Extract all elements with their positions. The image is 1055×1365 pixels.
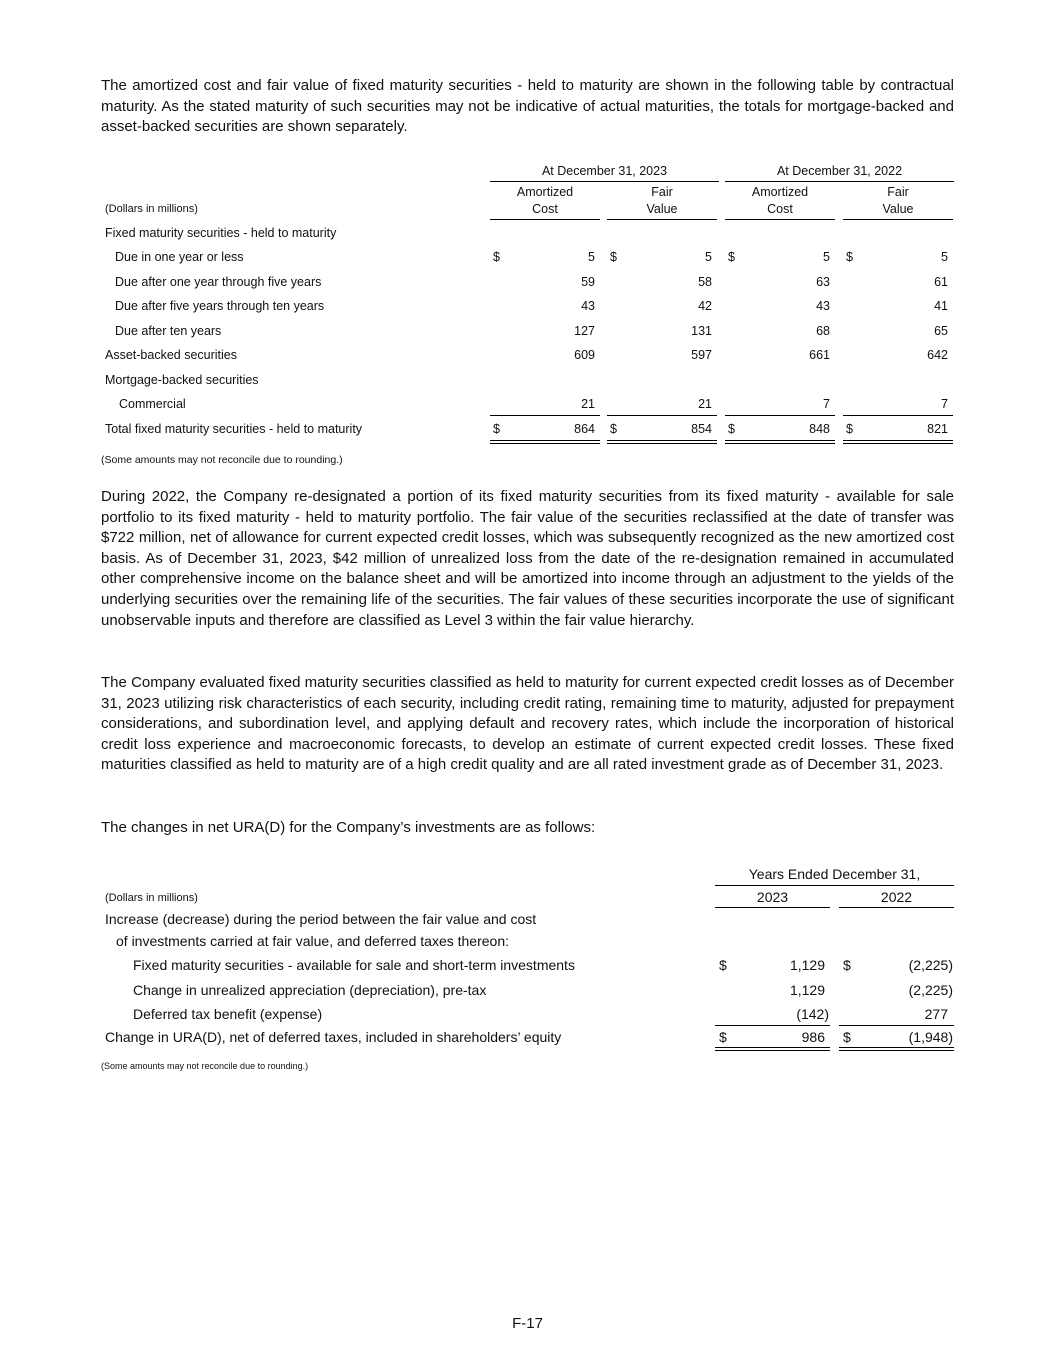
- row-label: Due in one year or less: [115, 250, 244, 264]
- cell-value: 5: [823, 250, 830, 264]
- cell-value: 1,129: [789, 982, 825, 998]
- subtotal-rule-4: [843, 415, 953, 416]
- row-label: Commercial: [119, 397, 186, 411]
- subtotal-rule-2022: [839, 1025, 954, 1026]
- total-label: Change in URA(D), net of deferred taxes, included in shareholders’ equity: [105, 1029, 562, 1045]
- period-header: Years Ended December 31,: [748, 866, 921, 882]
- cell-value: (142): [796, 1006, 829, 1022]
- cell-value: 277: [924, 1006, 948, 1022]
- total-rule-2022a: [839, 1047, 954, 1048]
- col-header-fair-2022: Fair: [887, 185, 909, 199]
- total-value: 821: [927, 422, 948, 436]
- total-value: (1,948): [908, 1029, 953, 1045]
- cell-value: 5: [705, 250, 712, 264]
- period-rule: [715, 885, 954, 886]
- intro-line-1: Increase (decrease) during the period between the fair value and cost: [105, 911, 537, 927]
- row-label: Deferred tax benefit (expense): [133, 1006, 323, 1022]
- cell-value: 131: [691, 324, 712, 338]
- total-rule-2a: [607, 440, 717, 441]
- cell-value: 7: [823, 397, 830, 411]
- total-value: 848: [809, 422, 830, 436]
- dollar-sign: $: [728, 250, 735, 264]
- total-rule-1b: [490, 443, 600, 444]
- cell-value: 43: [581, 299, 595, 313]
- row-label: Asset-backed securities: [105, 348, 238, 362]
- dollar-sign: $: [719, 957, 727, 973]
- dollar-sign: $: [610, 250, 617, 264]
- col-header-cost-2022: Cost: [767, 202, 793, 216]
- table2-footnote: (Some amounts may not reconcile due to rounding.): [101, 1061, 309, 1071]
- dollar-sign: $: [846, 422, 853, 436]
- cell-value: 61: [934, 275, 948, 289]
- period-rule-2023: [490, 181, 719, 182]
- row-label: Due after ten years: [115, 324, 222, 338]
- row-label: Due after one year through five years: [115, 275, 322, 289]
- header-rule-1: [490, 219, 600, 220]
- cell-value: 42: [698, 299, 712, 313]
- dollar-sign: $: [610, 422, 617, 436]
- total-rule-4b: [843, 443, 953, 444]
- cell-value: 63: [816, 275, 830, 289]
- redesignation-paragraph: During 2022, the Company re-designated a portion of its fixed maturity securities from its fixed maturity - available for sale portfolio to its fixed maturity - held to maturity portfolio. The fair value of the securities reclassified at the date of transfer was $722 million, net of allowance for current expected credit losses, which was subsequently recognized as the new amortized cost basis. As of December 31, 2023, $42 million of unrealized loss from the date of the re-designation remained in accumulated other comprehensive income on the balance sheet and will be amortized into income through an adjustment to the yields of the underlying securities over the remaining life of the securities. The fair values of these securities incorporate the use of significant unobservable inputs and therefore are classified as Level 3 within the fair value hierarchy.: [101, 488, 954, 629]
- dollar-sign: $: [843, 957, 851, 973]
- total-rule-2022b: [839, 1050, 954, 1051]
- dollar-sign: $: [728, 422, 735, 436]
- cell-value: 43: [816, 299, 830, 313]
- subtotal-rule-1: [490, 415, 600, 416]
- cell-value: 65: [934, 324, 948, 338]
- period-header-2022: At December 31, 2022: [776, 164, 903, 178]
- cell-value: 127: [574, 324, 595, 338]
- cell-value: 609: [574, 348, 595, 362]
- header-rule-4: [843, 219, 953, 220]
- subtotal-rule-2023: [715, 1025, 830, 1026]
- cell-value: 642: [927, 348, 948, 362]
- total-rule-1a: [490, 440, 600, 441]
- cell-value: 21: [581, 397, 595, 411]
- cell-value: 1,129: [789, 957, 825, 973]
- row-label: Mortgage-backed securities: [105, 373, 259, 387]
- header-rule-3: [725, 219, 835, 220]
- header-rule-2: [607, 219, 717, 220]
- cell-value: 58: [698, 275, 712, 289]
- total-label: Total fixed maturity securities - held to maturity: [105, 422, 363, 436]
- units-label: (Dollars in millions): [105, 203, 198, 215]
- cell-value: 661: [809, 348, 830, 362]
- year-header-2023: 2023: [756, 889, 789, 905]
- ura-intro-paragraph: The changes in net URA(D) for the Company’s investments are as follows:: [101, 819, 596, 836]
- subtotal-rule-2: [607, 415, 717, 416]
- credit-loss-paragraph: The Company evaluated fixed maturity securities classified as held to maturity for current expected credit losses as of December 31, 2023 utilizing risk characteristics of each security, including credit rating, remaining time to maturity, adjusted for prepayment considerations, and subordination level, and applying default and recovery rates, which include the incorporation of historical credit loss experience and macroeconomic forecasts, to develop an estimate of current expected credit losses. These fixed maturities classified as held to maturity are of a high credit quality and are all rated investment grade as of December 31, 2023.: [101, 674, 954, 774]
- row-label: Due after five years through ten years: [115, 299, 325, 313]
- col-header-fair-2023: Fair: [651, 185, 673, 199]
- cell-value: 5: [941, 250, 948, 264]
- row-label: Change in unrealized appreciation (depreciation), pre-tax: [133, 982, 487, 998]
- col-header-value-2023: Value: [646, 202, 678, 216]
- cell-value: 7: [941, 397, 948, 411]
- total-rule-2023b: [715, 1050, 830, 1051]
- period-header-2023: At December 31, 2023: [541, 164, 668, 178]
- year-rule-2022: [839, 907, 954, 908]
- units-label: (Dollars in millions): [105, 892, 198, 904]
- col-header-amortized-2022: Amortized: [751, 185, 809, 199]
- period-rule-2022: [725, 181, 954, 182]
- year-header-2022: 2022: [880, 889, 913, 905]
- total-rule-2b: [607, 443, 717, 444]
- dollar-sign: $: [719, 1029, 727, 1045]
- dollar-sign: $: [846, 250, 853, 264]
- year-rule-2023: [715, 907, 830, 908]
- dollar-sign: $: [843, 1029, 851, 1045]
- cell-value: 41: [934, 299, 948, 313]
- cell-value: 21: [698, 397, 712, 411]
- total-rule-4a: [843, 440, 953, 441]
- page-number: F-17: [512, 1315, 543, 1332]
- total-rule-3a: [725, 440, 835, 441]
- total-rule-2023a: [715, 1047, 830, 1048]
- col-header-cost-2023: Cost: [532, 202, 558, 216]
- dollar-sign: $: [493, 250, 500, 264]
- total-rule-3b: [725, 443, 835, 444]
- total-value: 986: [801, 1029, 825, 1045]
- col-header-amortized-2023: Amortized: [516, 185, 574, 199]
- total-value: 854: [691, 422, 712, 436]
- section-label: Fixed maturity securities - held to maturity: [105, 226, 337, 240]
- total-value: 864: [574, 422, 595, 436]
- cell-value: 597: [691, 348, 712, 362]
- cell-value: 59: [581, 275, 595, 289]
- subtotal-rule-3: [725, 415, 835, 416]
- intro-paragraph: The amortized cost and fair value of fixed maturity securities - held to maturity are shown in the following table by contractual maturity. As the stated maturity of such securities may not be indicative of actual maturities, the totals for mortgage-backed and asset-backed securities are shown separately.: [101, 77, 954, 136]
- dollar-sign: $: [493, 422, 500, 436]
- table1-footnote: (Some amounts may not reconcile due to rounding.): [101, 454, 343, 466]
- col-header-value-2022: Value: [882, 202, 914, 216]
- cell-value: 68: [816, 324, 830, 338]
- row-label: Fixed maturity securities - available for sale and short-term investments: [133, 957, 575, 973]
- cell-value: (2,225): [908, 982, 953, 998]
- cell-value: 5: [588, 250, 595, 264]
- cell-value: (2,225): [908, 957, 953, 973]
- intro-line-2: of investments carried at fair value, and deferred taxes thereon:: [116, 933, 509, 949]
